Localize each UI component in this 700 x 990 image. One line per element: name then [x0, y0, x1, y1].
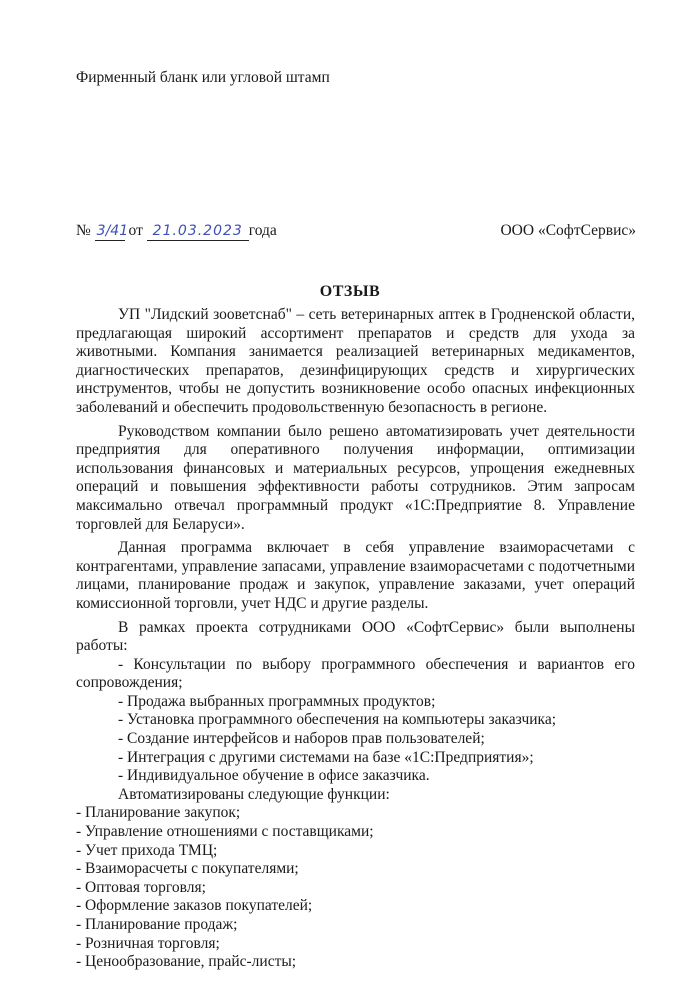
- list-item: - Консультации по выбору программного обеспечения и вариантов его сопровождения;: [76, 655, 635, 692]
- list-item: - Индивидуальное обучение в офисе заказчика.: [118, 767, 430, 785]
- registration-line: [76, 222, 636, 246]
- date-prefix: от: [128, 222, 143, 239]
- list-item: - Оптовая торговля;: [76, 878, 206, 896]
- document-title: ОТЗЫВ: [319, 283, 381, 300]
- paragraph-works-intro: В рамках проекта сотрудниками ООО «СофтСервис» были выполнены работы:: [76, 618, 635, 655]
- list-item: - Учет прихода ТМЦ;: [76, 841, 218, 859]
- list-item: - Продажа выбранных программных продуктов;: [118, 692, 436, 710]
- list-item: - Взаиморасчеты с покупателями;: [76, 860, 299, 878]
- number-sign: №: [76, 222, 91, 239]
- outgoing-number-date: [76, 222, 277, 241]
- document-body: [76, 306, 635, 972]
- list-item: - Планирование закупок;: [76, 804, 241, 822]
- handwritten-date: 21.03.2023: [147, 223, 249, 241]
- list-item: - Управление отношениями с поставщиками;: [76, 823, 374, 841]
- letterhead-placeholder: Фирменный бланк или угловой штамп: [76, 69, 330, 86]
- list-item: - Интеграция с другими системами на базе «1С:Предприятия»;: [118, 748, 534, 766]
- handwritten-number: 3/41: [96, 223, 129, 239]
- list-item: - Оформление заказов покупателей;: [76, 897, 313, 915]
- list-item: - Планирование продаж;: [76, 916, 238, 933]
- functions-lead: Автоматизированы следующие функции:: [118, 785, 390, 803]
- functions-list: [76, 804, 635, 971]
- date-suffix: года: [248, 222, 277, 239]
- works-list: [76, 656, 635, 786]
- paragraph-company: УП "Лидский зооветснаб" – сеть ветеринарных аптек в Гродненской области, предлагающая широкий ассортимент препаратов и средств для ухода за животными. Компания занимается реализацией ветеринарных медикаментов, диагностических препаратов, дезинфицирующих средств и хирургических инструментов, чтобы не допустить возникновение особо опасных инфекционных заболеваний и обеспечить продовольственную безопасность в регионе.: [76, 306, 635, 416]
- list-item: - Розничная торговля;: [76, 934, 220, 952]
- recipient: ООО «СофтСервис»: [500, 222, 636, 239]
- list-item: - Ценообразование, прайс-листы;: [76, 953, 297, 971]
- paragraph-decision: Руководством компании было решено автоматизировать учет деятельности предприятия для оперативного получения информации, оптимизации использования финансовых и материальных ресурсов, упрощения ежедневных операций и повышения эффективности работы сотрудников. Этим запросам максимально отвечал программный продукт «1С:Предприятие 8. Управление торговлей для Беларуси».: [76, 422, 635, 533]
- paragraph-program: Данная программа включает в себя управление взаиморасчетами с контрагентами, управление запасами, управление взаиморасчетами с подотчетными лицами, планирование продаж и закупок, управление заказами, учет операций комиссионной торговли, учет НДС и другие разделы.: [76, 539, 635, 612]
- list-item: - Установка программного обеспечения на компьютеры заказчика;: [118, 711, 557, 729]
- list-item: - Создание интерфейсов и наборов прав пользователей;: [118, 730, 485, 748]
